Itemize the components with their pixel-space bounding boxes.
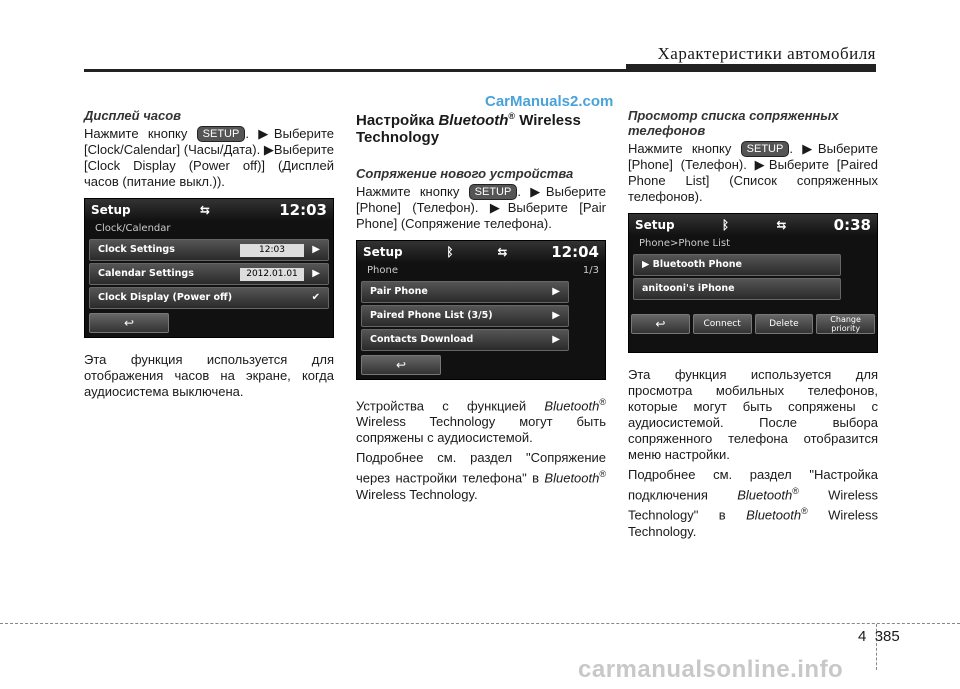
calendar-settings-row[interactable]: Calendar Settings 2012.01.01 ▶ <box>89 263 329 285</box>
reference: Подробнее см. раздел "Настройка подключения Bluetooth® Wireless Technology" в Bluetooth® Wireless Technology. <box>628 467 878 539</box>
play-icon: ▶ <box>552 286 560 297</box>
change-priority-button[interactable]: Change priority <box>816 314 875 334</box>
column-bluetooth <box>356 108 606 507</box>
contacts-download-row[interactable]: Contacts Download ▶ <box>361 329 569 351</box>
bluetooth-icon: ᛒ <box>721 218 730 232</box>
description: Эта функция используется для просмотра мобильных телефонов, которые могут быть сопряжены с аудиосистемой. После выбора сопряженного телефона отобразится меню настройки. <box>628 367 878 462</box>
setup-badge: SETUP <box>197 126 246 142</box>
connect-button[interactable]: Connect <box>693 314 752 334</box>
instruction: Нажмите кнопку SETUP . ▶Выберите [Phone] (Телефон). ▶Выберите [Pair Phone] (Сопряжение телефона). <box>356 184 606 231</box>
check-icon: ✔ <box>311 292 320 303</box>
play-icon: ▶ <box>552 334 560 345</box>
screen-header: Setup ᛒ ⇆ 12:04 <box>357 241 605 263</box>
column-clock-display <box>84 108 334 404</box>
screen-clock <box>84 198 334 338</box>
breadcrumb: Clock/Calendar <box>95 223 171 234</box>
iphone-row[interactable]: anitooni's iPhone <box>633 278 841 300</box>
clock-settings-row[interactable]: Clock Settings 12:03 ▶ <box>89 239 329 261</box>
page-number: 4 385 <box>858 628 900 645</box>
breadcrumb: Phone>Phone List <box>639 238 730 249</box>
description: Эта функция используется для отображения часов на экране, когда аудиосистема выключена. <box>84 352 334 399</box>
back-button[interactable] <box>89 313 169 333</box>
watermark-bottom[interactable]: carmanualsonline.info <box>578 656 844 683</box>
clock-display-row[interactable]: Clock Display (Power off) ✔ <box>89 287 329 309</box>
back-button[interactable] <box>631 314 690 334</box>
screen-phone <box>356 240 606 380</box>
screen-header: Setup ⇆ 12:03 <box>85 199 333 221</box>
subheading: Сопряжение нового устройства <box>356 166 574 181</box>
screen-phone-list <box>628 213 878 353</box>
pair-phone-row[interactable]: Pair Phone ▶ <box>361 281 569 303</box>
usb-icon: ⇆ <box>497 245 508 259</box>
breadcrumb: Phone 1/3 <box>367 265 599 276</box>
play-icon: ▶ <box>312 244 320 255</box>
setup-badge: SETUP <box>741 141 790 157</box>
column-paired-list <box>628 108 878 544</box>
footer-rule <box>0 623 960 624</box>
play-icon: ▶ <box>552 310 560 321</box>
subheading: Просмотр списка сопряженных телефонов <box>628 108 839 138</box>
back-button[interactable] <box>361 355 441 375</box>
play-icon: ▶ <box>312 268 320 279</box>
button-bar <box>631 314 875 334</box>
delete-button[interactable]: Delete <box>755 314 814 334</box>
screen-header: Setup ᛒ ⇆ 0:38 <box>629 214 877 236</box>
play-icon: ▶ <box>642 259 653 270</box>
back-icon: ↩ <box>123 316 135 330</box>
usb-icon: ⇆ <box>776 218 787 232</box>
watermark-top[interactable]: CarManuals2.com <box>485 93 614 110</box>
setup-badge: SETUP <box>469 184 518 200</box>
description: Устройства с функцией Bluetooth® Wireless Technology могут быть сопряжены с аудиосистемой. <box>356 397 606 446</box>
bluetooth-phone-row[interactable]: ▶ Bluetooth Phone <box>633 254 841 276</box>
back-icon: ↩ <box>655 317 666 331</box>
back-icon: ↩ <box>395 358 407 372</box>
paired-phone-list-row[interactable]: Paired Phone List (3/5) ▶ <box>361 305 569 327</box>
header-rule <box>84 69 876 72</box>
bluetooth-icon: ᛒ <box>446 245 454 259</box>
reference: Подробнее см. раздел "Сопряжение через настройки телефона" в Bluetooth® Wireless Technology. <box>356 450 606 502</box>
instruction: Нажмите кнопку SETUP . ▶Выберите [Phone] (Телефон). ▶Выберите [Paired Phone List] (Список сопряженных телефонов). <box>628 141 878 204</box>
instruction: Нажмите кнопку SETUP . ▶Выберите [Clock/Calendar] (Часы/Дата). ▶Выберите [Clock Display (Power off)] (Дисплей часов (питание выкл.)). <box>84 126 334 189</box>
section-heading: Настройка Bluetooth® Wireless Technology <box>356 111 581 146</box>
subheading: Дисплей часов <box>84 108 182 123</box>
usb-icon: ⇆ <box>199 203 210 217</box>
running-header: Характеристики автомобиля <box>657 44 876 63</box>
